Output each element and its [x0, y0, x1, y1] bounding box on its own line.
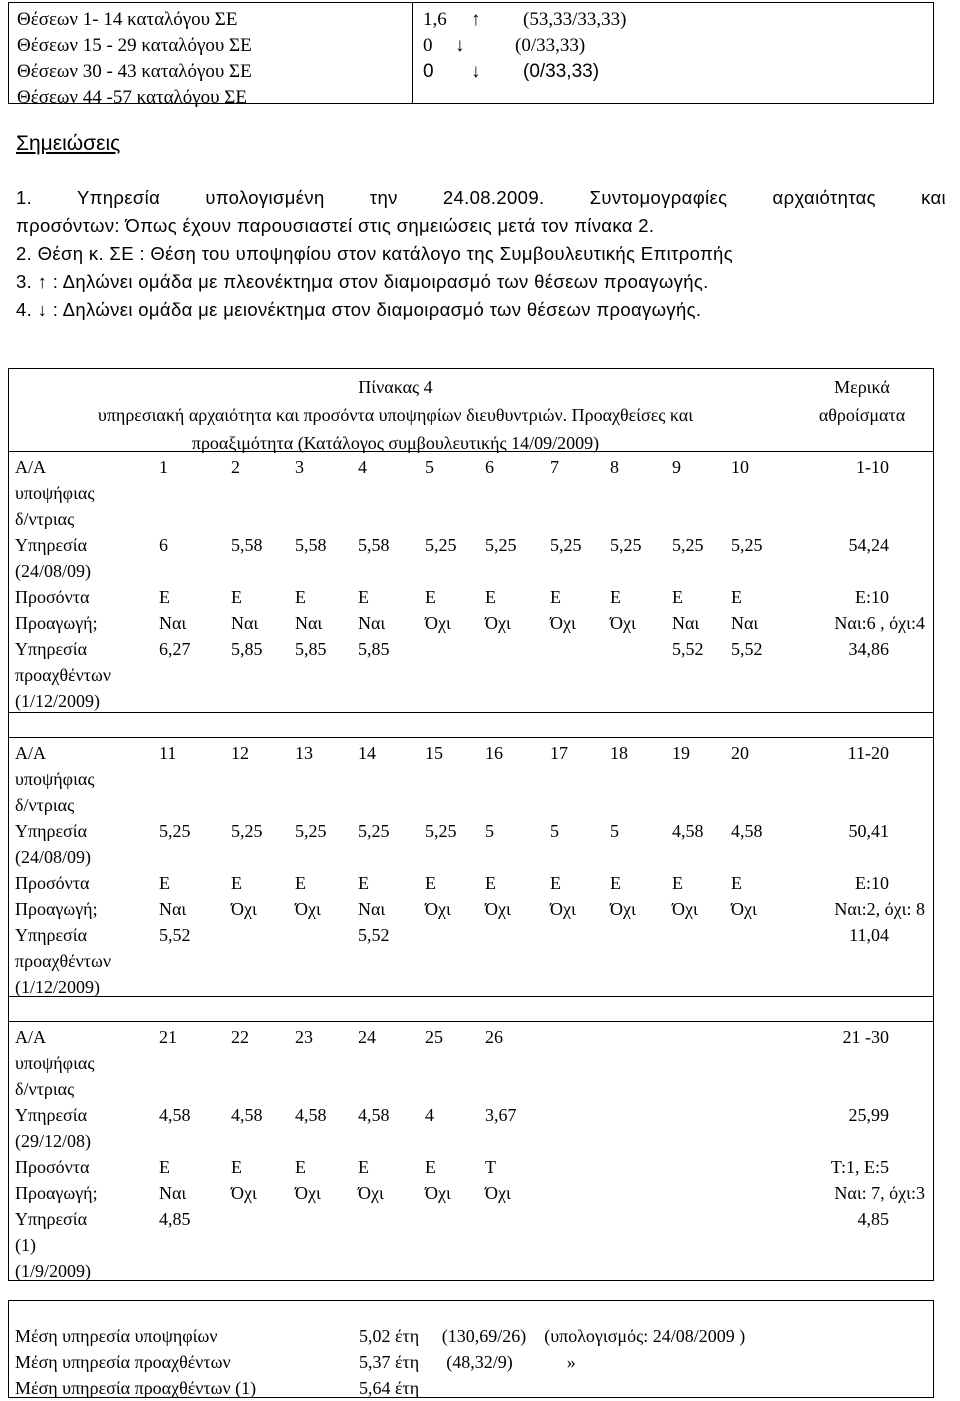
- table-cell: 16: [485, 743, 503, 763]
- table-cell: Ε: [425, 873, 436, 893]
- row-label-line: Προσόντα: [15, 587, 90, 607]
- table-cell: 3: [295, 457, 304, 477]
- table-cell: Όχι: [425, 1183, 451, 1203]
- table-cell: Όχι: [295, 899, 321, 919]
- table-cell: Ε: [485, 873, 496, 893]
- row-label-line: Α/Α: [15, 457, 46, 477]
- row-label: [15, 740, 94, 818]
- position-line: Θέσεων 1- 14 καταλόγου ΣΕ: [17, 9, 238, 30]
- table-cell: 5: [485, 821, 494, 841]
- table-cell: 5,25: [358, 821, 390, 841]
- table-cell: 15: [425, 743, 443, 763]
- partial-sum: 25,99: [848, 1105, 889, 1125]
- table-cell: 5,85: [295, 639, 327, 659]
- ratio-value: 0: [423, 35, 433, 56]
- row-label-line: δ/ντριας: [15, 509, 75, 529]
- notes-title: Σημειώσεις: [16, 132, 121, 155]
- ratio-fraction: (0/33,33): [523, 61, 600, 82]
- row-label-line: (24/08/09): [15, 561, 91, 581]
- table-cell: Ε: [485, 587, 496, 607]
- caption-line: υπηρεσιακή αρχαιότητα και προσόντα υποψηφίων διευθυντριών. Προαχθείσες και: [97, 405, 694, 425]
- row-label: [15, 922, 111, 1000]
- table-cell: Ε: [731, 587, 742, 607]
- table-cell: 5,52: [672, 639, 704, 659]
- row-label: [15, 1024, 94, 1102]
- partial-sum: 11,04: [849, 925, 889, 945]
- table-cell: 5,52: [159, 925, 191, 945]
- table-cell: Ε: [358, 873, 369, 893]
- row-label: [15, 532, 91, 584]
- summary-table: [8, 2, 934, 108]
- note-line: 2. Θέση κ. ΣΕ : Θέση του υποψηφίου στον κατάλογο της Συμβουλευτικής Επιτροπής: [16, 243, 733, 264]
- row-label: [15, 870, 90, 896]
- table-cell: 22: [231, 1027, 249, 1047]
- table-cell: 19: [672, 743, 690, 763]
- table-cell: Ναι: [295, 613, 323, 633]
- table-caption: [9, 373, 782, 457]
- table-cell: Όχι: [231, 1183, 257, 1203]
- average-value: 5,64 έτη: [359, 1378, 420, 1398]
- average-value: 5,37 έτη (48,32/9) »: [359, 1352, 576, 1372]
- table-cell: 6,27: [159, 639, 191, 659]
- partial-sum: 21 -30: [842, 1027, 889, 1047]
- table-cell: 4,58: [295, 1105, 327, 1125]
- table-cell: 5,52: [358, 925, 390, 945]
- table-cell: 7: [550, 457, 559, 477]
- table-cell: Ε: [231, 873, 242, 893]
- table-cell: Ε: [358, 587, 369, 607]
- note-line: 4. ↓ : Δηλώνει ομάδα με μειονέκτημα στον διαμοιρασμό των θέσεων προαγωγής.: [16, 299, 702, 320]
- note-line: 1. Υπηρεσία υπολογισμένη την 24.08.2009. Συντομογραφίες αρχαιότητας και: [16, 187, 946, 208]
- partial-sums-header: [789, 373, 935, 429]
- row-label-line: Υπηρεσία: [15, 1209, 88, 1229]
- ratio-row: [423, 7, 933, 33]
- ratio-fraction: (0/33,33): [515, 35, 586, 56]
- table-cell: Τ: [485, 1157, 496, 1177]
- ratio-row: [423, 59, 933, 85]
- table-cell: 23: [295, 1027, 313, 1047]
- table-cell: 5: [550, 821, 559, 841]
- table-cell: 5,25: [295, 821, 327, 841]
- table-cell: 5: [610, 821, 619, 841]
- partial-sum: 34,86: [848, 639, 889, 659]
- table-header: [9, 369, 934, 452]
- table-cell: 18: [610, 743, 628, 763]
- ratios-column: [413, 3, 933, 103]
- candidates-block-3: [9, 1022, 934, 1281]
- table-cell: 4,85: [159, 1209, 191, 1229]
- table-cell: Ναι: [159, 1183, 187, 1203]
- table-cell: 5,25: [610, 535, 642, 555]
- partial-sum: Ναι: 7, όχι:3: [834, 1183, 925, 1203]
- table-cell: Όχι: [550, 899, 576, 919]
- table-cell: 5,25: [731, 535, 763, 555]
- row-label-line: (1): [15, 1235, 36, 1255]
- table-cell: 4,58: [159, 1105, 191, 1125]
- row-label: [15, 1206, 91, 1284]
- table-cell: 5,25: [550, 535, 582, 555]
- averages-values: [359, 1323, 745, 1401]
- table-cell: Ε: [231, 1157, 242, 1177]
- row-label-line: υποψήφιας: [15, 483, 95, 503]
- partial-sum: Ναι:6 , όχι:4: [834, 613, 925, 633]
- row-label-line: προαχθέντων: [15, 951, 112, 971]
- table-cell: Ε: [231, 587, 242, 607]
- row-label-line: (29/12/08): [15, 1131, 91, 1151]
- table-cell: Ναι: [159, 613, 187, 633]
- note-line: προσόντων: Όπως έχουν παρουσιαστεί στις σημειώσεις μετά τον πίνακα 2.: [16, 215, 655, 236]
- positions-column: [9, 3, 413, 108]
- table-cell: 6: [159, 535, 168, 555]
- row-label-line: Υπηρεσία: [15, 821, 88, 841]
- row-label-line: Α/Α: [15, 1027, 46, 1047]
- block-separator: [9, 713, 934, 738]
- row-label-line: προαχθέντων: [15, 665, 112, 685]
- table-cell: 5,58: [231, 535, 263, 555]
- arrow-up-icon: ↑: [471, 9, 481, 30]
- row-label: [15, 1102, 91, 1154]
- table-cell: Ε: [425, 1157, 436, 1177]
- table-cell: Ε: [425, 587, 436, 607]
- table-cell: Ε: [295, 1157, 306, 1177]
- table-cell: Ναι: [358, 899, 386, 919]
- table-cell: Ε: [159, 1157, 170, 1177]
- table-cell: Ε: [550, 873, 561, 893]
- partial-sum: Ναι:2, όχι: 8: [834, 899, 925, 919]
- table-cell: 14: [358, 743, 376, 763]
- partial-sum: 11-20: [847, 743, 889, 763]
- table-cell: Όχι: [731, 899, 757, 919]
- table-cell: Ε: [295, 873, 306, 893]
- row-label-line: (1/9/2009): [15, 1261, 91, 1281]
- table-cell: 25: [425, 1027, 443, 1047]
- partial-sum: Ε:10: [855, 873, 889, 893]
- table-cell: 5,25: [425, 821, 457, 841]
- table-cell: 11: [159, 743, 177, 763]
- table-cell: 5,85: [358, 639, 390, 659]
- table-cell: 4,58: [358, 1105, 390, 1125]
- table-cell: 20: [731, 743, 749, 763]
- table-cell: Ναι: [731, 613, 759, 633]
- table-cell: 3,67: [485, 1105, 517, 1125]
- sums-header-line: Μερικά: [834, 377, 890, 397]
- row-label-line: (1/12/2009): [15, 977, 100, 997]
- row-label-line: Προαγωγή;: [15, 613, 98, 633]
- table-cell: 5: [425, 457, 434, 477]
- sums-header-line: αθροίσματα: [818, 405, 906, 425]
- averages-labels: [15, 1323, 256, 1401]
- table-cell: Ναι: [672, 613, 700, 633]
- table-cell: Ναι: [159, 899, 187, 919]
- arrow-down-icon: ↓: [455, 35, 465, 56]
- row-label: [15, 1180, 98, 1206]
- table-cell: 12: [231, 743, 249, 763]
- table-cell: 5,25: [672, 535, 704, 555]
- row-label: [15, 636, 111, 714]
- block-separator: [9, 997, 934, 1022]
- table-cell: Ε: [610, 873, 621, 893]
- row-label-line: υποψήφιας: [15, 769, 95, 789]
- row-label-line: Υπηρεσία: [15, 1105, 88, 1125]
- note-line: 3. ↑ : Δηλώνει ομάδα με πλεονέκτημα στον διαμοιρασμό των θέσεων προαγωγής.: [16, 271, 709, 292]
- table-cell: Ναι: [231, 613, 259, 633]
- table-cell: 26: [485, 1027, 503, 1047]
- table-cell: 5,58: [295, 535, 327, 555]
- table-cell: 8: [610, 457, 619, 477]
- row-label: [15, 454, 94, 532]
- row-label-line: Υπηρεσία: [15, 925, 88, 945]
- table-cell: 24: [358, 1027, 376, 1047]
- table-cell: Ναι: [358, 613, 386, 633]
- partial-sum: 1-10: [856, 457, 889, 477]
- row-label-line: Προαγωγή;: [15, 899, 98, 919]
- table-cell: Όχι: [610, 613, 636, 633]
- average-label: Μέση υπηρεσία προαχθέντων (1): [15, 1378, 257, 1398]
- table-cell: 4: [358, 457, 367, 477]
- caption-line: Πίνακας 4: [358, 377, 433, 397]
- table-cell: Ε: [159, 587, 170, 607]
- average-value: 5,02 έτη (130,69/26) (υπολογισμός: 24/08/2009 ): [359, 1326, 746, 1346]
- row-label-line: δ/ντριας: [15, 1079, 75, 1099]
- partial-sum: Τ:1, Ε:5: [830, 1157, 889, 1177]
- table-cell: 17: [550, 743, 568, 763]
- table-cell: 10: [731, 457, 749, 477]
- table-cell: Όχι: [485, 613, 511, 633]
- average-label: Μέση υπηρεσία υποψηφίων: [15, 1326, 218, 1346]
- table-cell: Ε: [672, 873, 683, 893]
- table-cell: Όχι: [672, 899, 698, 919]
- table-cell: Ε: [731, 873, 742, 893]
- position-line: Θέσεων 15 - 29 καταλόγου ΣΕ: [17, 35, 252, 56]
- table-cell: 9: [672, 457, 681, 477]
- average-label: Μέση υπηρεσία προαχθέντων: [15, 1352, 231, 1372]
- caption-line: προαξιμότητα (Κατάλογος συμβουλευτικής 14/09/2009): [191, 433, 600, 453]
- row-label-line: δ/ντριας: [15, 795, 75, 815]
- position-line: Θέσεων 44 -57 καταλόγου ΣΕ: [17, 87, 247, 108]
- row-label: [15, 896, 98, 922]
- table-cell: 4,58: [731, 821, 763, 841]
- table-cell: 5,52: [731, 639, 763, 659]
- table-cell: Ε: [159, 873, 170, 893]
- table-cell: Όχι: [610, 899, 636, 919]
- position-line: Θέσεων 30 - 43 καταλόγου ΣΕ: [17, 61, 252, 82]
- table-cell: 5,25: [485, 535, 517, 555]
- row-label-line: (24/08/09): [15, 847, 91, 867]
- partial-sum: 50,41: [848, 821, 889, 841]
- averages-table: [8, 1300, 934, 1398]
- partial-sum: 4,85: [857, 1209, 889, 1229]
- row-label-line: Προαγωγή;: [15, 1183, 98, 1203]
- table-cell: 21: [159, 1027, 177, 1047]
- partial-sum: 54,24: [848, 535, 889, 555]
- table-cell: 4: [425, 1105, 434, 1125]
- arrow-down-icon: ↓: [471, 61, 481, 82]
- table-cell: 4,58: [672, 821, 704, 841]
- table-cell: 6: [485, 457, 494, 477]
- table-cell: Όχι: [485, 1183, 511, 1203]
- table-cell: Ε: [295, 587, 306, 607]
- table-cell: 5,25: [159, 821, 191, 841]
- table-cell: Όχι: [358, 1183, 384, 1203]
- table-cell: Όχι: [295, 1183, 321, 1203]
- table-cell: Όχι: [231, 899, 257, 919]
- row-label-line: υποψήφιας: [15, 1053, 95, 1073]
- row-label: [15, 584, 90, 610]
- row-label-line: Προσόντα: [15, 873, 90, 893]
- table-cell: Όχι: [550, 613, 576, 633]
- table-cell: Όχι: [425, 899, 451, 919]
- table-cell: Ε: [610, 587, 621, 607]
- table-cell: 13: [295, 743, 313, 763]
- candidates-block-1: [9, 452, 934, 713]
- row-label-line: (1/12/2009): [15, 691, 100, 711]
- ratio-value: 0: [423, 61, 434, 82]
- table-cell: Όχι: [425, 613, 451, 633]
- ratio-row: [423, 33, 933, 59]
- table-cell: Ε: [550, 587, 561, 607]
- table-cell: Ε: [358, 1157, 369, 1177]
- candidates-block-2: [9, 738, 934, 997]
- candidates-table: [8, 368, 934, 1281]
- row-label-line: Α/Α: [15, 743, 46, 763]
- table-cell: 1: [159, 457, 168, 477]
- table-cell: 5,25: [231, 821, 263, 841]
- table-cell: Όχι: [485, 899, 511, 919]
- table-cell: 4,58: [231, 1105, 263, 1125]
- table-cell: 5,85: [231, 639, 263, 659]
- table-cell: 5,58: [358, 535, 390, 555]
- partial-sum: Ε:10: [855, 587, 889, 607]
- ratio-fraction: (53,33/33,33): [523, 9, 627, 30]
- table-cell: 5,25: [425, 535, 457, 555]
- row-label: [15, 610, 98, 636]
- table-cell: Ε: [672, 587, 683, 607]
- table-cell: 2: [231, 457, 240, 477]
- row-label-line: Υπηρεσία: [15, 639, 88, 659]
- row-label: [15, 818, 91, 870]
- ratio-value: 1,6: [423, 9, 447, 30]
- row-label: [15, 1154, 90, 1180]
- row-label-line: Υπηρεσία: [15, 535, 88, 555]
- row-label-line: Προσόντα: [15, 1157, 90, 1177]
- notes-list: [16, 184, 946, 324]
